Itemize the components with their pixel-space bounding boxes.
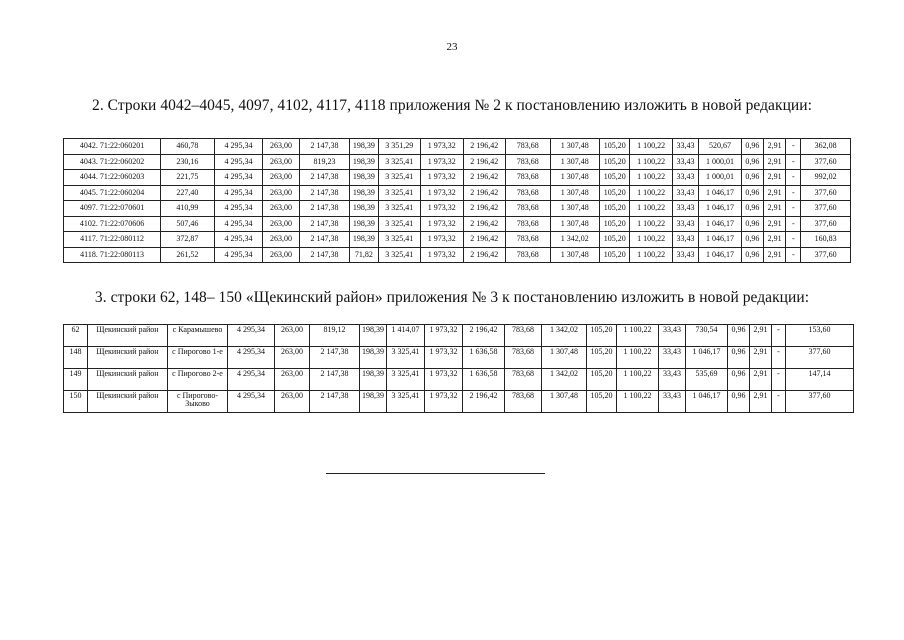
section-2-table-cell: 263,00: [263, 139, 299, 155]
section-2-table-cell: 3 325,41: [378, 154, 420, 170]
section-3-table-cell: 263,00: [275, 325, 310, 347]
section-3-table-cell: 4 295,34: [228, 391, 275, 413]
section-3-table-cell: 1 307,48: [542, 391, 587, 413]
section-2-table-cell: 2,91: [763, 201, 785, 217]
section-2-table-cell: 3 325,41: [378, 185, 420, 201]
section-3-table-cell: 105,20: [587, 347, 617, 369]
section-2-table-cell: 2 196,42: [463, 185, 505, 201]
section-3-table-row: [64, 325, 854, 347]
section-3-table-cell: 783,68: [505, 347, 542, 369]
section-2-table-cell: 33,43: [672, 139, 698, 155]
section-3-table-cell: 198,39: [360, 347, 387, 369]
section-2-table-cell: 377,60: [801, 154, 851, 170]
section-2-table-cell: 1 307,48: [550, 216, 600, 232]
section-2-table-cell: 1 973,32: [421, 185, 463, 201]
section-2-table-cell: 4117. 71:22:080112: [64, 232, 161, 248]
section-2-table-cell: 377,60: [801, 185, 851, 201]
section-2-table-cell: 2 196,42: [463, 232, 505, 248]
section-2-table-cell: 2 147,38: [299, 201, 350, 217]
section-3-table-cell: 0,96: [728, 325, 750, 347]
section-2-table-cell: 33,43: [672, 216, 698, 232]
section-2-table-cell: 1 000,01: [699, 170, 741, 186]
section-2-table-cell: 507,46: [161, 216, 215, 232]
section-3-table-cell: Щекинский район: [88, 325, 168, 347]
section-3-table-cell: 1 973,32: [425, 369, 463, 391]
section-2-table-cell: 460,78: [161, 139, 215, 155]
section-2-table: [63, 138, 851, 263]
section-2-table-cell: 1 000,01: [699, 154, 741, 170]
section-2-table-cell: 2,91: [763, 232, 785, 248]
section-2-table-cell: 4045. 71:22:060204: [64, 185, 161, 201]
section-2-table-cell: 0,96: [741, 154, 763, 170]
section-3-table-cell: 1 973,32: [425, 325, 463, 347]
section-2-table-cell: 1 100,22: [630, 139, 672, 155]
section-2-table-cell: 4042. 71:22:060201: [64, 139, 161, 155]
section-2-table-cell: -: [786, 232, 801, 248]
section-2-table-cell: 227,40: [161, 185, 215, 201]
section-2-table-cell: 3 325,41: [378, 216, 420, 232]
section-3-table-cell: 4 295,34: [228, 369, 275, 391]
section-3-table-row: [64, 369, 854, 391]
section-3-table-cell: 377,60: [786, 347, 854, 369]
section-2-table-cell: 2,91: [763, 139, 785, 155]
section-2-table-cell: 1 973,32: [421, 247, 463, 263]
section-2-table-cell: 2,91: [763, 185, 785, 201]
section-2-table-cell: 2,91: [763, 247, 785, 263]
section-2-table-cell: 1 973,32: [421, 216, 463, 232]
section-2-table-cell: 3 325,41: [378, 247, 420, 263]
section-3-table-cell: 1 414,07: [387, 325, 425, 347]
section-3-table-cell: 2,91: [750, 369, 772, 391]
section-2-table-cell: 198,39: [350, 139, 378, 155]
section-2-table-cell: 819,23: [299, 154, 350, 170]
section-3-table-cell: 3 325,41: [387, 369, 425, 391]
section-2-table-cell: 0,96: [741, 201, 763, 217]
section-2-table-cell: 1 100,22: [630, 185, 672, 201]
section-3-table-cell: 1 100,22: [617, 369, 659, 391]
section-2-table-cell: 263,00: [263, 170, 299, 186]
section-3-table-body: [64, 325, 854, 413]
section-2-table-cell: 2 147,38: [299, 232, 350, 248]
section-3-table-cell: 149: [64, 369, 88, 391]
section-2-table-cell: 0,96: [741, 185, 763, 201]
section-2-table-cell: 783,68: [506, 232, 551, 248]
section-2-table-cell: 1 046,17: [699, 232, 741, 248]
section-2-table-cell: 1 973,32: [421, 170, 463, 186]
section-2-table-cell: -: [786, 170, 801, 186]
section-2-table-cell: 198,39: [350, 185, 378, 201]
section-2-table-cell: 4044. 71:22:060203: [64, 170, 161, 186]
section-2-table-cell: 520,67: [699, 139, 741, 155]
section-3-table-cell: 153,60: [786, 325, 854, 347]
section-2-table-cell: 4043. 71:22:060202: [64, 154, 161, 170]
section-3-table-cell: 2,91: [750, 347, 772, 369]
section-2-table-row: [64, 139, 851, 155]
section-2-table-cell: 1 973,32: [421, 201, 463, 217]
section-3-table-cell: 3 325,41: [387, 391, 425, 413]
section-3-table-cell: 1 636,58: [463, 369, 505, 391]
section-3-table-cell: -: [772, 391, 786, 413]
section-3-table-cell: 33,43: [659, 391, 686, 413]
section-2-table-cell: 783,68: [506, 170, 551, 186]
section-2-table-cell: 221,75: [161, 170, 215, 186]
section-3-table-cell: 1 342,02: [542, 325, 587, 347]
section-2-table-cell: 1 307,48: [550, 139, 600, 155]
section-2-heading: 2. Строки 4042–4045, 4097, 4102, 4117, 4118 приложения № 2 к постановлению изложить в новой редакции:: [92, 97, 812, 114]
section-2-table-cell: 1 100,22: [630, 154, 672, 170]
section-2-table-cell: 4 295,34: [214, 247, 263, 263]
section-3-table: [63, 324, 854, 413]
section-3-table-cell: 1 046,17: [686, 391, 728, 413]
section-2-table-body: [64, 139, 851, 263]
section-2-table-cell: 105,20: [600, 154, 630, 170]
section-3-table-cell: 2 147,38: [310, 347, 360, 369]
section-3-table-cell: 2,91: [750, 325, 772, 347]
section-3-table-cell: 1 100,22: [617, 347, 659, 369]
section-2-table-cell: 1 307,48: [550, 247, 600, 263]
section-3-table-cell: 535,69: [686, 369, 728, 391]
section-3-table-cell: 1 636,58: [463, 347, 505, 369]
section-3-table-cell: 1 973,32: [425, 347, 463, 369]
section-2-table-cell: 1 046,17: [699, 247, 741, 263]
section-2-table-cell: 2 147,38: [299, 216, 350, 232]
section-2-table-cell: 1 100,22: [630, 216, 672, 232]
section-2-table-cell: 33,43: [672, 232, 698, 248]
section-2-table-cell: 783,68: [506, 185, 551, 201]
section-3-table-cell: 105,20: [587, 391, 617, 413]
section-2-table-cell: 1 046,17: [699, 216, 741, 232]
section-2-table-cell: 1 307,48: [550, 201, 600, 217]
section-2-table-cell: 2 196,42: [463, 139, 505, 155]
section-2-table-cell: 33,43: [672, 170, 698, 186]
section-3-table-cell: 3 325,41: [387, 347, 425, 369]
section-2-table-row: [64, 185, 851, 201]
section-3-table-cell: с Карамышево: [168, 325, 228, 347]
section-2-table-cell: 3 351,29: [378, 139, 420, 155]
section-3-table-cell: 819,12: [310, 325, 360, 347]
section-3-table-cell: 4 295,34: [228, 325, 275, 347]
section-2-table-row: [64, 170, 851, 186]
section-3-table-cell: 1 307,48: [542, 347, 587, 369]
section-2-table-cell: -: [786, 201, 801, 217]
section-2-table-cell: 1 100,22: [630, 201, 672, 217]
section-2-table-cell: 230,16: [161, 154, 215, 170]
section-2-table-cell: 105,20: [600, 247, 630, 263]
section-2-table-cell: -: [786, 154, 801, 170]
section-2-table-cell: 2 147,38: [299, 185, 350, 201]
section-2-table-cell: 2 196,42: [463, 216, 505, 232]
section-2-table-cell: 2 147,38: [299, 170, 350, 186]
section-2-table-cell: 1 046,17: [699, 185, 741, 201]
section-2-table-cell: 3 325,41: [378, 201, 420, 217]
section-2-table-cell: 105,20: [600, 185, 630, 201]
section-2-table-cell: 105,20: [600, 170, 630, 186]
section-3-table-cell: 198,39: [360, 391, 387, 413]
section-3-table-cell: с Пирогово 1-е: [168, 347, 228, 369]
signature-line: [326, 473, 545, 474]
section-3-table-cell: 263,00: [275, 347, 310, 369]
section-2-table-cell: 198,39: [350, 201, 378, 217]
section-2-table-cell: 0,96: [741, 232, 763, 248]
section-2-table-cell: 0,96: [741, 247, 763, 263]
section-3-table-cell: 33,43: [659, 325, 686, 347]
section-2-table-cell: 377,60: [801, 216, 851, 232]
section-2-table-cell: 783,68: [506, 139, 551, 155]
section-2-table-cell: 4 295,34: [214, 201, 263, 217]
section-2-table-cell: 263,00: [263, 247, 299, 263]
section-2-table-cell: 1 100,22: [630, 247, 672, 263]
section-3-table-cell: 2 196,42: [463, 325, 505, 347]
section-2-table-row: [64, 201, 851, 217]
section-3-table-cell: 783,68: [505, 391, 542, 413]
section-3-table-cell: 2 147,38: [310, 391, 360, 413]
section-2-table-cell: 1 973,32: [421, 139, 463, 155]
section-2-table-cell: 1 100,22: [630, 170, 672, 186]
section-3-table-cell: -: [772, 347, 786, 369]
section-3-heading: 3. строки 62, 148– 150 «Щекинский район» приложения № 3 к постановлению изложить в новой редакции:: [94, 289, 810, 306]
section-2-table-cell: 263,00: [263, 216, 299, 232]
section-2-table-cell: 2 196,42: [463, 154, 505, 170]
section-3-table-cell: 33,43: [659, 347, 686, 369]
section-3-table-cell: 377,60: [786, 391, 854, 413]
section-3-table-cell: 148: [64, 347, 88, 369]
section-3-table-cell: 0,96: [728, 347, 750, 369]
section-2-table-cell: 0,96: [741, 170, 763, 186]
section-2-table-cell: 263,00: [263, 154, 299, 170]
section-2-table-row: [64, 216, 851, 232]
page-number: 23: [446, 41, 458, 53]
section-3-table-cell: 263,00: [275, 391, 310, 413]
section-3-table-cell: -: [772, 369, 786, 391]
section-3-table-cell: 1 046,17: [686, 347, 728, 369]
section-3-table-cell: 783,68: [505, 369, 542, 391]
section-3-table-cell: 783,68: [505, 325, 542, 347]
section-2-table-cell: 105,20: [600, 216, 630, 232]
section-2-table-cell: 263,00: [263, 185, 299, 201]
section-3-table-cell: Щекинский район: [88, 369, 168, 391]
section-3-table-cell: 105,20: [587, 325, 617, 347]
section-3-table-cell: 0,96: [728, 369, 750, 391]
section-2-table-cell: 1 307,48: [550, 170, 600, 186]
section-3-table-cell: -: [772, 325, 786, 347]
section-2-table-cell: -: [786, 139, 801, 155]
section-3-table-cell: Щекинский район: [88, 391, 168, 413]
section-3-table-cell: 2,91: [750, 391, 772, 413]
section-3-table-cell: 730,54: [686, 325, 728, 347]
section-3-table-cell: 33,43: [659, 369, 686, 391]
section-3-table-cell: с Пирогово 2-е: [168, 369, 228, 391]
section-2-table-row: [64, 247, 851, 263]
section-3-table-cell: 147,14: [786, 369, 854, 391]
section-3-table-cell: 1 100,22: [617, 325, 659, 347]
section-2-table-cell: 198,39: [350, 232, 378, 248]
section-3-table-cell: 4 295,34: [228, 347, 275, 369]
section-2-table-cell: 783,68: [506, 154, 551, 170]
section-2-table-cell: 105,20: [600, 201, 630, 217]
section-3-table-cell: 62: [64, 325, 88, 347]
section-2-table-cell: 33,43: [672, 185, 698, 201]
section-2-table-cell: -: [786, 247, 801, 263]
section-2-table-cell: 2,91: [763, 216, 785, 232]
section-2-table-cell: 2,91: [763, 154, 785, 170]
section-2-table-cell: 2 196,42: [463, 170, 505, 186]
section-2-table-cell: 4 295,34: [214, 154, 263, 170]
section-2-table-cell: 4 295,34: [214, 216, 263, 232]
section-2-table-cell: 4097. 71:22:070601: [64, 201, 161, 217]
section-2-table-cell: 783,68: [506, 201, 551, 217]
section-2-table-cell: 4 295,34: [214, 170, 263, 186]
section-2-table-cell: 2 196,42: [463, 247, 505, 263]
section-2-table-cell: 1 100,22: [630, 232, 672, 248]
section-2-table-cell: 105,20: [600, 232, 630, 248]
section-2-table-cell: -: [786, 216, 801, 232]
section-3-table-cell: с Пирогово-Зыково: [168, 391, 228, 413]
section-2-table-cell: 0,96: [741, 216, 763, 232]
section-2-table-cell: 1 046,17: [699, 201, 741, 217]
section-2-table-cell: 377,60: [801, 201, 851, 217]
section-2-table-cell: 4 295,34: [214, 232, 263, 248]
section-2-table-cell: 160,83: [801, 232, 851, 248]
section-2-table-cell: 263,00: [263, 232, 299, 248]
section-2-table-row: [64, 232, 851, 248]
section-3-table-cell: Щекинский район: [88, 347, 168, 369]
section-2-table-cell: 4 295,34: [214, 185, 263, 201]
section-2-table-cell: 2 196,42: [463, 201, 505, 217]
section-2-table-cell: 4 295,34: [214, 139, 263, 155]
section-2-table-cell: 33,43: [672, 201, 698, 217]
section-3-table-cell: 1 973,32: [425, 391, 463, 413]
section-3-table-cell: 2 147,38: [310, 369, 360, 391]
section-2-table-cell: 372,87: [161, 232, 215, 248]
section-2-table-cell: 362,08: [801, 139, 851, 155]
section-2-table-cell: 33,43: [672, 154, 698, 170]
section-2-table-cell: 1 973,32: [421, 154, 463, 170]
section-2-table-cell: 1 307,48: [550, 154, 600, 170]
section-3-table-cell: 198,39: [360, 369, 387, 391]
section-3-table-cell: 2 196,42: [463, 391, 505, 413]
section-2-table-cell: 783,68: [506, 247, 551, 263]
section-2-table-cell: 3 325,41: [378, 170, 420, 186]
section-3-table-cell: 263,00: [275, 369, 310, 391]
section-2-table-cell: 2 147,38: [299, 139, 350, 155]
section-3-table-cell: 105,20: [587, 369, 617, 391]
section-2-table-cell: 261,52: [161, 247, 215, 263]
section-2-table-cell: 105,20: [600, 139, 630, 155]
section-2-table-cell: 198,39: [350, 154, 378, 170]
section-3-table-row: [64, 391, 854, 413]
section-2-table-row: [64, 154, 851, 170]
section-2-table-cell: 71,82: [350, 247, 378, 263]
section-2-table-cell: 198,39: [350, 170, 378, 186]
section-2-table-cell: 4118. 71:22:080113: [64, 247, 161, 263]
section-3-table-cell: 1 342,02: [542, 369, 587, 391]
section-2-table-cell: 4102. 71:22:070606: [64, 216, 161, 232]
section-2-table-cell: 377,60: [801, 247, 851, 263]
section-2-table-cell: 1 342,02: [550, 232, 600, 248]
section-2-table-cell: 263,00: [263, 201, 299, 217]
section-2-table-cell: 2 147,38: [299, 247, 350, 263]
section-2-table-cell: 33,43: [672, 247, 698, 263]
section-2-table-cell: 3 325,41: [378, 232, 420, 248]
section-2-table-cell: 783,68: [506, 216, 551, 232]
section-2-table-cell: -: [786, 185, 801, 201]
section-3-table-cell: 0,96: [728, 391, 750, 413]
section-2-table-cell: 1 973,32: [421, 232, 463, 248]
section-2-table-cell: 1 307,48: [550, 185, 600, 201]
section-3-table-cell: 150: [64, 391, 88, 413]
section-3-table-cell: 198,39: [360, 325, 387, 347]
section-2-table-cell: 992,02: [801, 170, 851, 186]
section-2-table-cell: 410,99: [161, 201, 215, 217]
section-2-table-cell: 198,39: [350, 216, 378, 232]
section-2-table-cell: 2,91: [763, 170, 785, 186]
section-3-table-cell: 1 100,22: [617, 391, 659, 413]
section-3-table-row: [64, 347, 854, 369]
section-2-table-cell: 0,96: [741, 139, 763, 155]
